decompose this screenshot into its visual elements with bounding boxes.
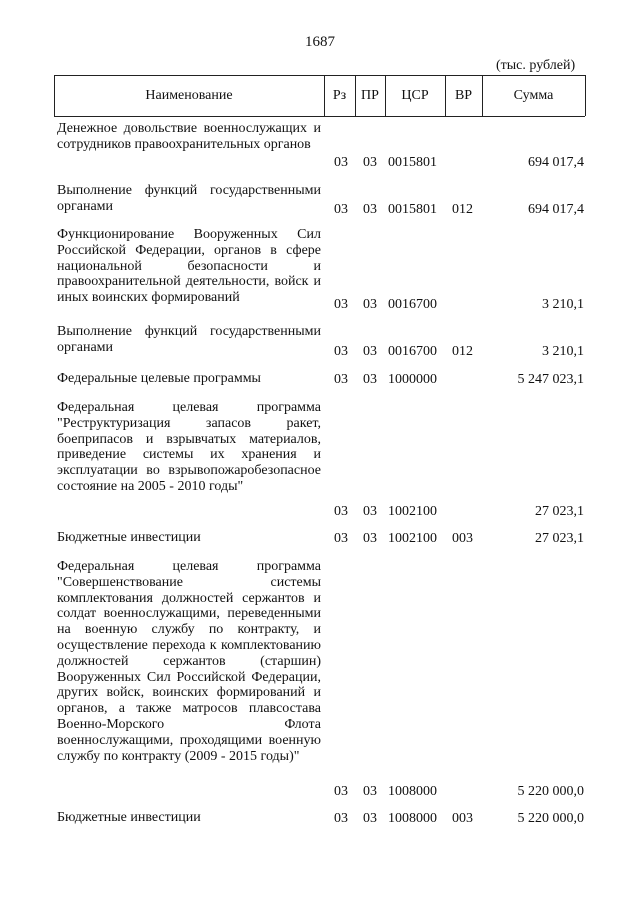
header-csr: ЦСР bbox=[401, 88, 429, 103]
row-rz: 03 bbox=[334, 531, 348, 546]
row-pr: 03 bbox=[363, 504, 377, 519]
table-row bbox=[0, 183, 640, 218]
table-row bbox=[0, 227, 640, 313]
row-name: Бюджетные инвестиции bbox=[57, 530, 201, 545]
row-pr: 03 bbox=[363, 531, 377, 546]
row-vr: 003 bbox=[452, 531, 473, 546]
row-sum: 694 017,4 bbox=[528, 202, 584, 217]
row-rz: 03 bbox=[334, 784, 348, 799]
row-csr: 0015801 bbox=[388, 155, 437, 170]
row-name: Функционирование Вооруженных Сил Российской Федерации, органов в сфере национальной безопасности и правоохранительной деятельности, войск и иных воинских формирований bbox=[57, 227, 321, 306]
row-name: Денежное довольствие военнослужащих и сотрудников правоохранительных органов bbox=[57, 121, 321, 152]
row-rz: 03 bbox=[334, 297, 348, 312]
table-row bbox=[0, 371, 640, 388]
row-pr: 03 bbox=[363, 297, 377, 312]
row-rz: 03 bbox=[334, 504, 348, 519]
row-pr: 03 bbox=[363, 202, 377, 217]
row-sum: 5 220 000,0 bbox=[517, 784, 584, 799]
row-sum: 27 023,1 bbox=[535, 504, 584, 519]
row-name: Бюджетные инвестиции bbox=[57, 810, 201, 825]
table-row bbox=[0, 559, 640, 800]
row-rz: 03 bbox=[334, 155, 348, 170]
row-csr: 1008000 bbox=[388, 784, 437, 799]
row-csr: 0016700 bbox=[388, 297, 437, 312]
row-name: Выполнение функций государственными органами bbox=[57, 183, 321, 214]
row-sum: 27 023,1 bbox=[535, 531, 584, 546]
row-csr: 0016700 bbox=[388, 344, 437, 359]
units-label: (тыс. рублей) bbox=[496, 58, 576, 73]
row-rz: 03 bbox=[334, 344, 348, 359]
row-csr: 1002100 bbox=[388, 531, 437, 546]
row-rz: 03 bbox=[334, 372, 348, 387]
table-row bbox=[0, 121, 640, 171]
header-sum: Сумма bbox=[513, 88, 554, 103]
row-sum: 3 210,1 bbox=[542, 344, 584, 359]
row-vr: 012 bbox=[452, 344, 473, 359]
row-sum: 694 017,4 bbox=[528, 155, 584, 170]
row-pr: 03 bbox=[363, 784, 377, 799]
header-name: Наименование bbox=[145, 88, 233, 103]
row-sum: 5 247 023,1 bbox=[517, 372, 584, 387]
row-pr: 03 bbox=[363, 344, 377, 359]
row-pr: 03 bbox=[363, 811, 377, 826]
row-csr: 1008000 bbox=[388, 811, 437, 826]
header-divider bbox=[585, 75, 586, 116]
row-pr: 03 bbox=[363, 372, 377, 387]
row-vr: 003 bbox=[452, 811, 473, 826]
row-name: Федеральная целевая программа "Совершенствование системы комплектования должностей сержантов и солдат военнослужащими, переведенными на военную службу по контракту, и осуществление перехода к комплектованию должностей сержантов (старшин) Вооруженных Сил Российской Федерации, других войск, воинских формирований и органов, а также матросов плавсостава Военно-Морского Флота военнослужащими, проходящими военную службу по контракту (2009 - 2015 годы)" bbox=[57, 559, 321, 764]
table-row bbox=[0, 810, 640, 827]
header-vr: ВР bbox=[454, 88, 473, 103]
table-row bbox=[0, 400, 640, 520]
page-number: 1687 bbox=[305, 34, 335, 50]
row-pr: 03 bbox=[363, 155, 377, 170]
row-name: Федеральная целевая программа "Реструктуризация запасов ракет, боеприпасов и взрывчатых материалов, приведение системы их хранения и эксплуатации во взрывопожаробезопасное состояние на 2005 - 2010 годы" bbox=[57, 400, 321, 494]
row-sum: 3 210,1 bbox=[542, 297, 584, 312]
row-sum: 5 220 000,0 bbox=[517, 811, 584, 826]
header-rz: Рз bbox=[332, 88, 347, 103]
header-pr: ПР bbox=[361, 88, 379, 103]
row-csr: 1000000 bbox=[388, 372, 437, 387]
row-name: Выполнение функций государственными органами bbox=[57, 324, 321, 355]
row-csr: 1002100 bbox=[388, 504, 437, 519]
row-rz: 03 bbox=[334, 811, 348, 826]
table-row bbox=[0, 530, 640, 547]
table-row bbox=[0, 324, 640, 360]
row-rz: 03 bbox=[334, 202, 348, 217]
row-name: Федеральные целевые программы bbox=[57, 371, 261, 386]
row-csr: 0015801 bbox=[388, 202, 437, 217]
header-bottom-border bbox=[54, 116, 585, 117]
row-vr: 012 bbox=[452, 202, 473, 217]
